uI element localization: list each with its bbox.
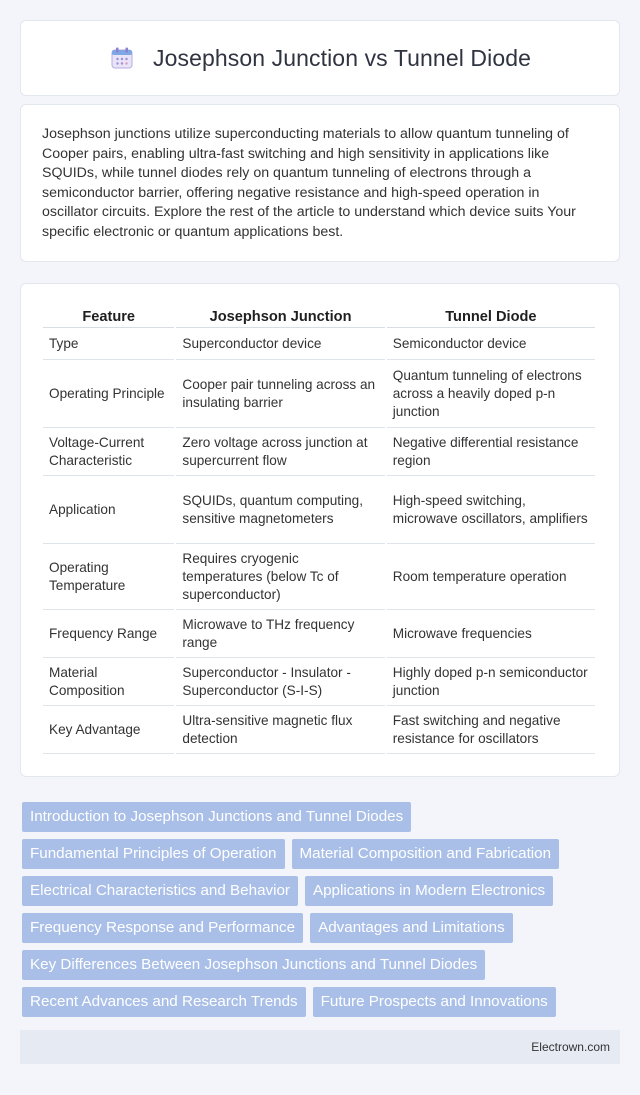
intro-card (20, 104, 620, 262)
title-card (20, 20, 620, 96)
table-row (43, 360, 595, 428)
table-header-row (43, 304, 595, 328)
page-title: Josephson Junction vs Tunnel Diode (152, 44, 532, 71)
cell-feature: Application (43, 476, 174, 544)
cell-josephson: Ultra-sensitive magnetic flux detection (176, 706, 384, 754)
table-row (43, 706, 595, 754)
cell-josephson: SQUIDs, quantum computing, sensitive magnetometers (176, 476, 384, 544)
cell-tunnel: Room temperature operation (387, 544, 595, 610)
topic-link[interactable]: Fundamental Principles of Operation (22, 839, 285, 869)
intro-paragraph: Josephson junctions utilize superconducting materials to allow quantum tunneling of Cooper pairs, enabling ultra-fast switching and high sensitivity in applications like SQUIDs, while tunnel diodes rely on quantum tunneling of electrons through a semiconductor barrier, offering negative resistance and high-speed operation in oscillator circuits. Explore the rest of the article to understand which device suits Your specific electronic or quantum applications best. (42, 126, 576, 240)
topic-row (22, 839, 622, 869)
topic-link[interactable]: Future Prospects and Innovations (313, 987, 556, 1017)
topic-link[interactable]: Frequency Response and Performance (22, 913, 303, 943)
cell-feature: Operating Temperature (43, 544, 174, 610)
cell-josephson: Zero voltage across junction at supercurrent flow (176, 428, 384, 476)
topic-link[interactable]: Electrical Characteristics and Behavior (22, 876, 298, 906)
topic-row (22, 802, 622, 832)
table-row (43, 328, 595, 360)
topic-link[interactable]: Recent Advances and Research Trends (22, 987, 306, 1017)
cell-tunnel: Microwave frequencies (387, 610, 595, 658)
comparison-card (20, 283, 620, 777)
calendar-icon (109, 45, 135, 71)
topic-links (22, 802, 622, 1024)
footer (20, 1030, 620, 1064)
table-row (43, 428, 595, 476)
cell-tunnel: High-speed switching, microwave oscillators, amplifiers (387, 476, 595, 544)
topic-link[interactable]: Introduction to Josephson Junctions and Tunnel Diodes (22, 802, 411, 832)
cell-josephson: Cooper pair tunneling across an insulating barrier (176, 360, 384, 428)
cell-josephson: Requires cryogenic temperatures (below Tc of superconductor) (176, 544, 384, 610)
topic-link[interactable]: Applications in Modern Electronics (305, 876, 553, 906)
cell-feature: Type (43, 328, 174, 360)
topic-row (22, 950, 622, 980)
cell-feature: Key Advantage (43, 706, 174, 754)
topic-link[interactable]: Advantages and Limitations (310, 913, 513, 943)
cell-feature: Frequency Range (43, 610, 174, 658)
cell-feature: Voltage-Current Characteristic (43, 428, 174, 476)
cell-feature: Material Composition (43, 658, 174, 706)
table-row (43, 544, 595, 610)
topic-row (22, 876, 622, 906)
cell-tunnel: Quantum tunneling of electrons across a heavily doped p-n junction (387, 360, 595, 428)
cell-josephson: Superconductor - Insulator - Superconductor (S-I-S) (176, 658, 384, 706)
cell-tunnel: Negative differential resistance region (387, 428, 595, 476)
topic-link[interactable]: Key Differences Between Josephson Junctions and Tunnel Diodes (22, 950, 485, 980)
header-feature: Feature (43, 304, 174, 328)
topic-link[interactable]: Material Composition and Fabrication (292, 839, 560, 869)
cell-tunnel: Highly doped p-n semiconductor junction (387, 658, 595, 706)
cell-feature: Operating Principle (43, 360, 174, 428)
cell-josephson: Microwave to THz frequency range (176, 610, 384, 658)
topic-row (22, 913, 622, 943)
cell-josephson: Superconductor device (176, 328, 384, 360)
comparison-table (41, 304, 597, 754)
topic-row (22, 987, 622, 1017)
title-wrap (109, 45, 531, 72)
header-tunnel: Tunnel Diode (387, 304, 595, 328)
cell-tunnel: Fast switching and negative resistance for oscillators (387, 706, 595, 754)
footer-site-link[interactable]: Electrown.com (531, 1040, 610, 1054)
cell-tunnel: Semiconductor device (387, 328, 595, 360)
table-row (43, 476, 595, 544)
table-row (43, 610, 595, 658)
table-row (43, 658, 595, 706)
header-josephson: Josephson Junction (176, 304, 384, 328)
